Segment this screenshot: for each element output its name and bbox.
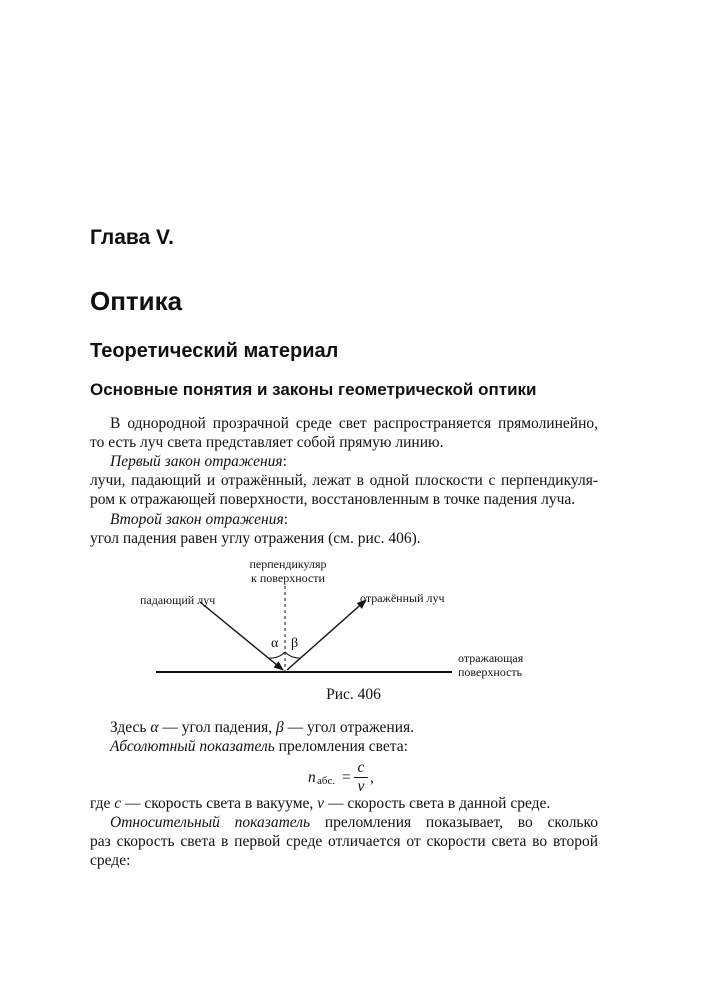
absolute-index-line xyxy=(90,737,598,756)
beta-arc xyxy=(285,652,301,658)
paragraph-line xyxy=(90,490,598,509)
alpha-label: α xyxy=(271,636,279,651)
reflected-ray-label: отражённый луч xyxy=(360,591,445,605)
reflected-ray xyxy=(287,600,366,670)
paragraph-line xyxy=(90,471,598,490)
text-line: то есть луч света представляет собой прямую линию. xyxy=(90,434,444,451)
paragraph-line xyxy=(90,851,598,870)
alpha-arc xyxy=(268,652,285,658)
formula-equals: = xyxy=(342,769,351,786)
formula-denominator: v xyxy=(357,778,365,795)
text: преломления света: xyxy=(278,738,408,755)
text-line: лучи, падающий и отражённый, лежат в одной плоскости с перпендикуля- xyxy=(90,472,598,489)
law1-title-line xyxy=(90,452,598,471)
law2-title: Второй закон отражения xyxy=(110,511,284,528)
text: преломления показывает, во сколько xyxy=(324,814,598,831)
c-symbol: c xyxy=(114,795,122,812)
law1-title: Первый закон отражения xyxy=(110,453,283,470)
beta-symbol: β xyxy=(276,719,284,736)
where-line xyxy=(90,794,598,813)
figure-caption: Рис. 406 xyxy=(326,686,381,703)
text-line: ром к отражающей поверхности, восстановленным в точке падения луча. xyxy=(90,491,576,508)
colon: : xyxy=(283,511,288,528)
text-line: раз скорость света в первой среде отличается от скорости света во второй xyxy=(90,833,598,850)
text-line: угол падения равен углу отражения (см. рис. 406). xyxy=(90,530,421,547)
formula-n: n xyxy=(308,769,316,786)
chapter-heading: Глава V. xyxy=(90,226,174,249)
formula-comma: , xyxy=(370,769,374,786)
v-symbol: v xyxy=(317,795,325,812)
text: — угол отражения. xyxy=(287,719,415,736)
paragraph-line xyxy=(90,433,598,452)
text: — скорость света в вакууме, xyxy=(125,795,314,812)
perpendicular-label-line2: к поверхности xyxy=(251,571,325,585)
beta-label: β xyxy=(291,636,299,651)
text: — скорость света в данной среде. xyxy=(327,795,551,812)
subsection-heading: Основные понятия и законы геометрической оптики xyxy=(90,380,537,399)
paragraph-line xyxy=(90,529,598,548)
text-line: среде: xyxy=(90,852,131,869)
text: где xyxy=(90,795,111,812)
formula-fraction xyxy=(354,760,368,795)
relative-index-line xyxy=(90,813,598,832)
perpendicular-label-line1: перпендикуляр xyxy=(249,557,327,571)
incident-ray-label: падающий луч xyxy=(140,593,216,607)
part-heading: Оптика xyxy=(90,286,183,316)
surface-label-line2: поверхность xyxy=(458,665,523,679)
angles-line xyxy=(90,718,598,737)
alpha-symbol: α xyxy=(150,719,159,736)
colon: : xyxy=(282,453,287,470)
formula-subscript: абс. xyxy=(317,775,336,787)
figure-406 xyxy=(140,556,560,686)
paragraph-line xyxy=(90,414,598,433)
formula-numerator: c xyxy=(357,759,365,776)
absolute-index-term: Абсолютный показатель xyxy=(110,738,275,755)
section-heading: Теоретический материал xyxy=(90,340,339,362)
text: Здесь xyxy=(110,719,147,736)
text-line: В однородной прозрачной среде свет распространяется прямолинейно, xyxy=(110,415,598,432)
reflection-diagram xyxy=(140,556,560,686)
relative-index-term: Относительный показатель xyxy=(110,814,311,831)
law2-title-line xyxy=(90,510,598,529)
paragraph-line xyxy=(90,832,598,851)
text: — угол падения, xyxy=(162,719,273,736)
surface-label-line1: отражающая xyxy=(458,651,524,665)
